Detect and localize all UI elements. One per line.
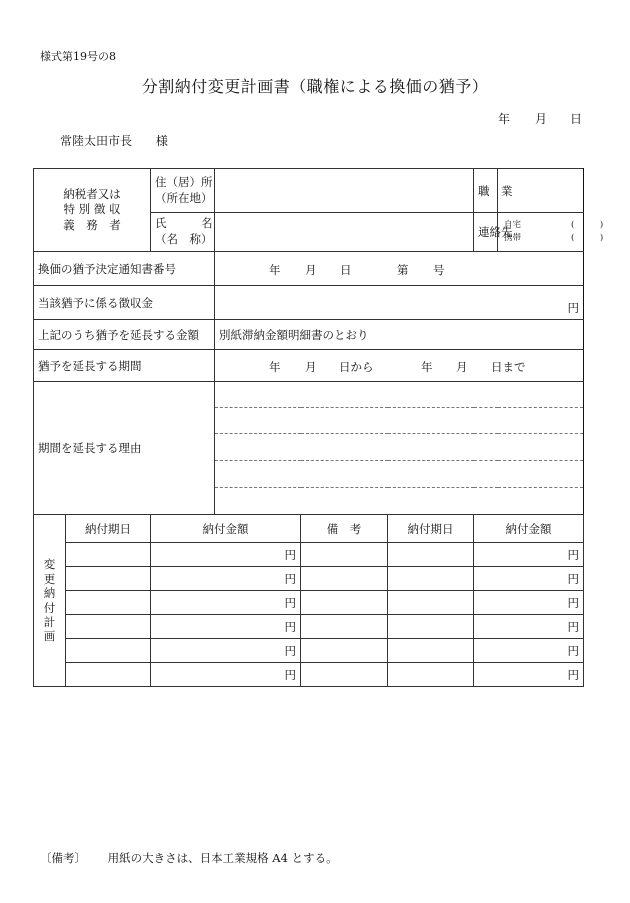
address-field[interactable] [215, 169, 474, 213]
footnote-text: 用紙の大きさは、日本工業規格 A4 とする。 [107, 851, 338, 865]
plan-header-note-1: 備 考 [301, 515, 388, 543]
plan-date-2[interactable] [388, 615, 474, 639]
name-field[interactable] [215, 213, 474, 252]
date-year-label: 年 [498, 112, 511, 126]
plan-note-1[interactable] [301, 663, 388, 687]
name-label: 氏 名 （名 称） [151, 213, 215, 252]
plan-header-amount-1: 納付金額 [151, 515, 301, 543]
yen-unit: 円 [567, 667, 579, 682]
yen-unit: 円 [567, 595, 579, 610]
date-month-label: 月 [535, 112, 548, 126]
table-row [34, 639, 584, 663]
reason-line[interactable] [215, 488, 584, 515]
extended-amount-field[interactable]: 別紙滞納金額明細書のとおり [215, 320, 584, 350]
application-form-table [33, 168, 604, 687]
plan-side-label: 変 更 納 付 計 画 [34, 515, 66, 687]
yen-unit: 円 [567, 643, 579, 658]
plan-date-1[interactable] [66, 615, 151, 639]
extension-period-label: 猶予を延長する期間 [34, 350, 215, 382]
addressee [60, 132, 188, 149]
extension-period-field[interactable] [215, 350, 584, 382]
contact-field[interactable] [498, 213, 604, 252]
collection-amount-unit: 円 [567, 301, 579, 315]
decision-number-suffix: 号 [433, 263, 445, 277]
plan-note-1[interactable] [301, 615, 388, 639]
decision-number-prefix: 第 [397, 263, 409, 277]
plan-amount-2[interactable] [474, 615, 584, 639]
table-row [34, 591, 584, 615]
plan-date-1[interactable] [66, 639, 151, 663]
plan-amount-1[interactable] [151, 567, 301, 591]
plan-amount-2[interactable] [474, 663, 584, 687]
plan-note-1[interactable] [301, 543, 388, 567]
plan-amount-2[interactable] [474, 639, 584, 663]
table-row [34, 543, 584, 567]
plan-header-date-2: 納付期日 [388, 515, 474, 543]
plan-note-1[interactable] [301, 591, 388, 615]
plan-date-1[interactable] [66, 591, 151, 615]
plan-amount-1[interactable] [151, 543, 301, 567]
period-to-day: 日まで [491, 360, 526, 374]
period-to-month: 月 [456, 360, 468, 374]
plan-amount-1[interactable] [151, 663, 301, 687]
decision-notice-field[interactable] [215, 252, 584, 286]
yen-unit: 円 [284, 547, 296, 562]
plan-date-2[interactable] [388, 567, 474, 591]
date-day-label: 日 [570, 112, 583, 126]
yen-unit: 円 [284, 571, 296, 586]
yen-unit: 円 [284, 619, 296, 634]
plan-amount-2[interactable] [474, 543, 584, 567]
period-to-year: 年 [421, 360, 433, 374]
table-row [34, 663, 584, 687]
yen-unit: 円 [567, 619, 579, 634]
addressee-name: 常陸太田市長 [60, 134, 133, 148]
plan-date-2[interactable] [388, 591, 474, 615]
yen-unit: 円 [284, 643, 296, 658]
yen-unit: 円 [567, 571, 579, 586]
reason-line[interactable] [215, 408, 584, 434]
extended-amount-label: 上記のうち猶予を延長する金額 [34, 320, 215, 350]
decision-day: 日 [340, 263, 352, 277]
page-title: 分割納付変更計画書（職権による換価の猶予） [141, 77, 489, 96]
home-phone-label: 自宅 [504, 220, 522, 231]
period-from-day: 日から [339, 360, 374, 374]
reason-line[interactable] [215, 461, 584, 488]
plan-date-2[interactable] [388, 663, 474, 687]
contact-label: 連絡先 [474, 213, 498, 252]
mobile-phone-label: 携帯 [504, 233, 522, 243]
collection-amount-label: 当該猶予に係る徴収金 [34, 286, 215, 320]
plan-amount-2[interactable] [474, 567, 584, 591]
plan-date-2[interactable] [388, 543, 474, 567]
collection-amount-field[interactable] [215, 286, 584, 320]
footnote-label: 〔備考〕 [40, 851, 86, 865]
reason-line[interactable] [215, 382, 584, 408]
plan-note-1[interactable] [301, 639, 388, 663]
plan-note-1[interactable] [301, 567, 388, 591]
plan-date-1[interactable] [66, 543, 151, 567]
mobile-phone-paren: ( ) [571, 233, 604, 243]
reason-line[interactable] [215, 434, 584, 461]
plan-amount-1[interactable] [151, 591, 301, 615]
plan-date-1[interactable] [66, 663, 151, 687]
plan-date-2[interactable] [388, 639, 474, 663]
plan-header-amount-2: 納付金額 [474, 515, 584, 543]
table-row [34, 567, 584, 591]
decision-year: 年 [269, 263, 281, 277]
address-label: 住（居）所 （所在地） [151, 169, 215, 213]
reason-label: 期間を延長する理由 [34, 382, 215, 515]
home-phone-paren: ( ) [571, 220, 604, 231]
plan-date-1[interactable] [66, 567, 151, 591]
plan-header-date-1: 納付期日 [66, 515, 151, 543]
plan-amount-2[interactable] [474, 591, 584, 615]
period-from-year: 年 [269, 360, 281, 374]
decision-notice-label: 換価の猶予決定通知書番号 [34, 252, 215, 286]
plan-amount-1[interactable] [151, 639, 301, 663]
decision-month: 月 [305, 263, 317, 277]
taxpayer-label: 納税者又は 特 別 徴 収 義 務 者 [34, 169, 151, 252]
yen-unit: 円 [567, 547, 579, 562]
period-from-month: 月 [305, 360, 317, 374]
footnote [40, 850, 338, 866]
table-row [34, 615, 584, 639]
yen-unit: 円 [284, 595, 296, 610]
occupation-label: 職 業 [474, 169, 498, 213]
yen-unit: 円 [284, 667, 296, 682]
plan-amount-1[interactable] [151, 615, 301, 639]
addressee-honorific: 様 [155, 134, 168, 148]
form-number: 様式第19号の8 [40, 50, 116, 63]
